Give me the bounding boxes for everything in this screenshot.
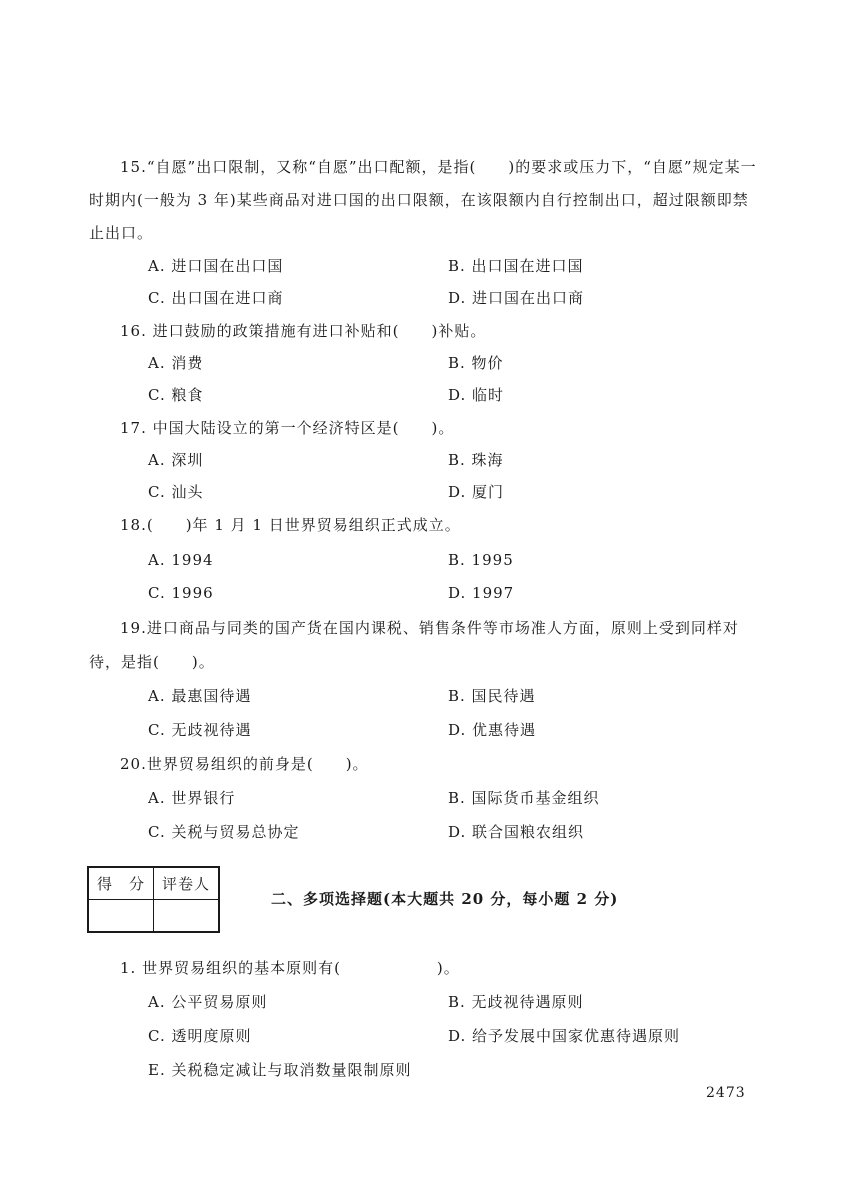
- multi-question-1-option-d: D. 给予发展中国家优惠待遇原则: [448, 1027, 681, 1045]
- section-title: 二、多项选择题(本大题共 20 分，每小题 2 分): [271, 890, 619, 908]
- question-18-option-d: D. 1997: [448, 584, 515, 602]
- question-17-stem: 17. 中国大陆设立的第一个经济特区是( )。: [120, 419, 455, 437]
- question-15-line-2: 时期内(一般为 3 年)某些商品对进口国的出口限额，在该限额内自行控制出口，超过限额即禁: [89, 191, 749, 209]
- question-18-option-c: C. 1996: [148, 584, 214, 602]
- question-19-option-b: B. 国民待遇: [448, 687, 536, 705]
- question-15-option-c: C. 出口国在进口商: [148, 289, 284, 307]
- question-19-option-a: A. 最惠国待遇: [148, 687, 252, 705]
- question-17-option-d: D. 厦门: [448, 483, 505, 501]
- question-16-option-d: D. 临时: [448, 386, 505, 404]
- question-19-option-d: D. 优惠待遇: [448, 721, 537, 739]
- question-15-line-3: 止出口。: [89, 224, 154, 242]
- multi-question-1-option-b: B. 无歧视待遇原则: [448, 993, 584, 1011]
- question-20-option-b: B. 国际货币基金组织: [448, 789, 600, 807]
- question-16-option-b: B. 物价: [448, 354, 504, 372]
- question-20-option-c: C. 关税与贸易总协定: [148, 823, 300, 841]
- question-19-line-2: 待，是指( )。: [89, 653, 215, 671]
- multi-question-1-option-a: A. 公平贸易原则: [148, 993, 268, 1011]
- question-16-stem: 16. 进口鼓励的政策措施有进口补贴和( )补贴。: [120, 322, 487, 340]
- question-17-option-a: A. 深圳: [148, 451, 204, 469]
- question-16-option-a: A. 消费: [148, 354, 204, 372]
- score-table: [87, 866, 220, 933]
- question-15-option-d: D. 进口国在出口商: [448, 289, 585, 307]
- question-18-option-a: A. 1994: [148, 551, 214, 569]
- question-20-option-a: A. 世界银行: [148, 789, 236, 807]
- score-label: 得 分: [88, 867, 154, 900]
- grader-cell: [154, 900, 220, 933]
- question-17-option-c: C. 汕头: [148, 483, 204, 501]
- multi-question-1-stem: 1. 世界贸易组织的基本原则有( )。: [120, 959, 460, 977]
- question-18-option-b: B. 1995: [448, 551, 514, 569]
- question-18-stem: 18.( )年 1 月 1 日世界贸易组织正式成立。: [120, 516, 461, 534]
- question-19-option-c: C. 无歧视待遇: [148, 721, 252, 739]
- question-15-option-b: B. 出口国在进口国: [448, 257, 584, 275]
- question-15-option-a: A. 进口国在出口国: [148, 257, 284, 275]
- multi-question-1-option-e: E. 关税稳定减让与取消数量限制原则: [148, 1061, 412, 1079]
- question-20-option-d: D. 联合国粮农组织: [448, 823, 585, 841]
- grader-label: 评卷人: [154, 867, 220, 900]
- multi-question-1-option-c: C. 透明度原则: [148, 1027, 252, 1045]
- question-20-stem: 20.世界贸易组织的前身是( )。: [120, 755, 369, 773]
- score-cell: [88, 900, 154, 933]
- question-17-option-b: B. 珠海: [448, 451, 504, 469]
- page-number: 2473: [706, 1085, 746, 1101]
- question-16-option-c: C. 粮食: [148, 386, 204, 404]
- question-15-line-1: 15.“自愿”出口限制，又称“自愿”出口配额，是指( )的要求或压力下，“自愿”规定某一: [120, 158, 757, 176]
- question-19-line-1: 19.进口商品与同类的国产货在国内课税、销售条件等市场准人方面，原则上受到同样对: [120, 619, 739, 637]
